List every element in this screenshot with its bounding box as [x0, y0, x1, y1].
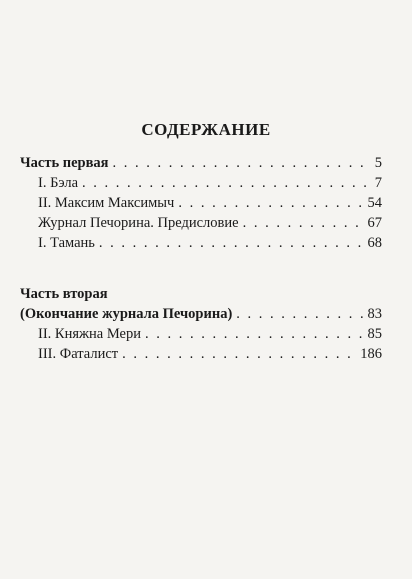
toc-entry: [20, 326, 382, 346]
toc-entry: [20, 195, 382, 215]
chapter-title: II. Княжна Мери: [38, 326, 141, 342]
toc-entry-part-two-subtitle: [20, 306, 382, 326]
part-two-title: Часть вторая: [20, 286, 108, 302]
page-number: 186: [360, 346, 382, 362]
chapter-title: III. Фаталист: [38, 346, 119, 362]
toc-entry: [20, 175, 382, 195]
leader-dots: [82, 175, 371, 192]
leader-dots: [99, 235, 364, 252]
leader-dots: [113, 155, 371, 172]
toc-entry: [20, 346, 382, 366]
part-two-subtitle: (Окончание журнала Печорина): [20, 306, 233, 322]
leader-dots: [243, 215, 364, 232]
page-number: 7: [374, 175, 382, 191]
page-number: 5: [374, 155, 382, 171]
toc-entry-part-one: [20, 155, 382, 175]
leader-dots: [122, 346, 356, 363]
chapter-title: I. Бэла: [38, 175, 79, 191]
chapter-title: Журнал Печорина. Предисловие: [38, 215, 239, 231]
chapter-title: II. Максим Максимыч: [38, 195, 175, 211]
leader-dots: [145, 326, 364, 343]
leader-dots: [236, 306, 363, 323]
toc-part-two: [20, 286, 382, 366]
chapter-title: I. Тамань: [38, 235, 95, 251]
toc-part-one: [20, 155, 382, 255]
page-number: 85: [367, 326, 382, 342]
page-number: 68: [367, 235, 382, 251]
toc-entry: [20, 235, 382, 255]
leader-dots: [178, 195, 363, 212]
page-number: 54: [367, 195, 382, 211]
page-title: СОДЕРЖАНИЕ: [141, 120, 271, 139]
toc-entry-part-two: [20, 286, 382, 306]
page-number: 83: [367, 306, 382, 322]
toc-entry: [20, 215, 382, 235]
page-number: 67: [367, 215, 382, 231]
part-one-title: Часть первая: [20, 155, 109, 171]
